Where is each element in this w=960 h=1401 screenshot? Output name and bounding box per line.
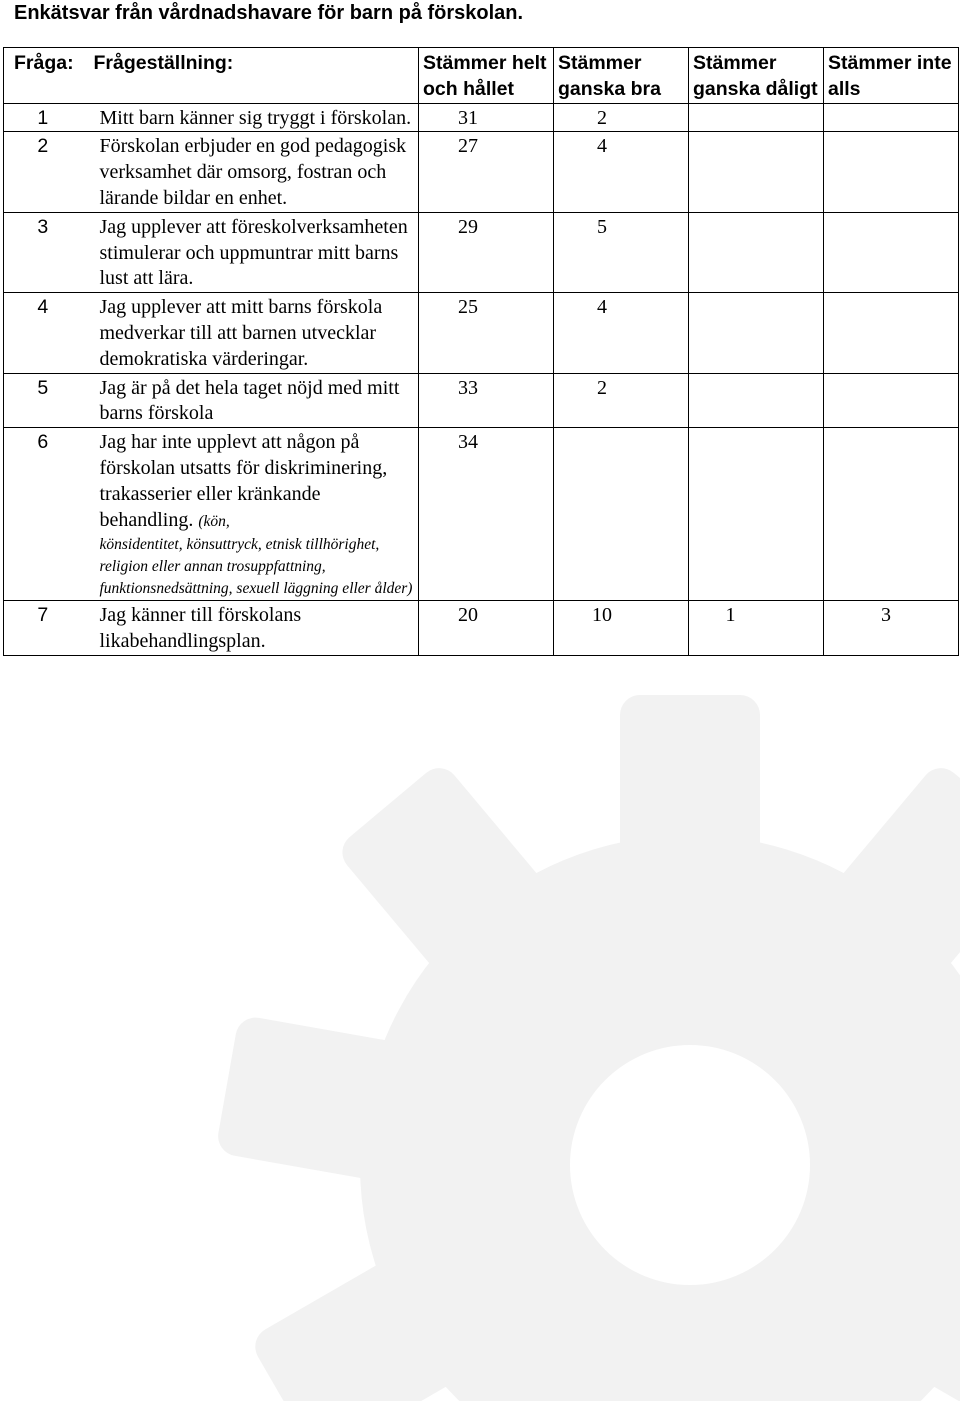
survey-results-table <box>3 47 959 656</box>
count-disagree-fairly <box>689 293 824 373</box>
header-disagree-fully: Stämmer inte alls <box>824 48 959 104</box>
count-agree-fairly: 5 <box>554 212 689 292</box>
row-question: Jag känner till förskolans likabehandlingsplan. <box>90 601 419 656</box>
count-disagree-fully <box>824 293 959 373</box>
row-question: Jag upplever att föreskolverksamheten stimulerar och uppmuntrar mitt barns lust att lära. <box>90 212 419 292</box>
count-disagree-fairly <box>689 373 824 428</box>
table-row <box>4 373 959 428</box>
table-row <box>4 103 959 132</box>
count-agree-fully: 25 <box>419 293 554 373</box>
count-disagree-fairly <box>689 212 824 292</box>
count-agree-fully: 31 <box>419 103 554 132</box>
table-row <box>4 293 959 373</box>
row-question: Jag upplever att mitt barns förskola medverkar till att barnen utvecklar demokratiska värderingar. <box>90 293 419 373</box>
header-disagree-fairly: Stämmer ganska dåligt <box>689 48 824 104</box>
table-row <box>4 132 959 212</box>
row-number: 3 <box>4 212 90 292</box>
row-question: Jag är på det hela taget nöjd med mitt barns förskola <box>90 373 419 428</box>
row-question: Förskolan erbjuder en god pedagogisk verksamhet där omsorg, fostran och lärande bildar en enhet. <box>90 132 419 212</box>
row-number: 2 <box>4 132 90 212</box>
row-number: 4 <box>4 293 90 373</box>
count-disagree-fairly: 1 <box>689 601 824 656</box>
row-question: Jag har inte upplevt att någon på förskolan utsatts för diskriminering, trakasserier eller kränkande behandling. <box>99 431 388 531</box>
table-row <box>4 601 959 656</box>
count-agree-fairly: 4 <box>554 293 689 373</box>
count-agree-fairly <box>554 428 689 601</box>
row-question: Mitt barn känner sig tryggt i förskolan. <box>90 103 419 132</box>
table-row <box>4 428 959 601</box>
table-row <box>4 212 959 292</box>
header-agree-fairly: Stämmer ganska bra <box>554 48 689 104</box>
count-agree-fairly: 4 <box>554 132 689 212</box>
question-note-start: (kön, <box>198 512 230 530</box>
count-agree-fairly: 2 <box>554 103 689 132</box>
count-disagree-fairly <box>689 103 824 132</box>
count-agree-fully: 27 <box>419 132 554 212</box>
page-title: Enkätsvar från vårdnadshavare för barn på förskolan. <box>14 2 524 24</box>
count-disagree-fully <box>824 103 959 132</box>
row-question-with-note <box>90 428 419 601</box>
count-agree-fully: 29 <box>419 212 554 292</box>
header-question-text: Frågeställning: <box>90 48 419 104</box>
count-disagree-fully <box>824 212 959 292</box>
header-question-number: Fråga: <box>4 48 90 104</box>
count-disagree-fairly <box>689 132 824 212</box>
count-disagree-fully <box>824 428 959 601</box>
question-note: könsidentitet, könsuttryck, etnisk tillhörighet, religion eller annan trosuppfattning, funktionsnedsättning, sexuell läggning eller ålder) <box>99 536 413 598</box>
count-agree-fully: 34 <box>419 428 554 601</box>
row-number: 5 <box>4 373 90 428</box>
count-agree-fully: 33 <box>419 373 554 428</box>
header-agree-fully: Stämmer helt och hållet <box>419 48 554 104</box>
count-agree-fairly: 10 <box>554 601 689 656</box>
row-number: 6 <box>4 428 90 601</box>
count-disagree-fully <box>824 373 959 428</box>
count-agree-fairly: 2 <box>554 373 689 428</box>
count-disagree-fairly <box>689 428 824 601</box>
count-disagree-fully: 3 <box>824 601 959 656</box>
count-disagree-fully <box>824 132 959 212</box>
count-agree-fully: 20 <box>419 601 554 656</box>
row-number: 1 <box>4 103 90 132</box>
row-number: 7 <box>4 601 90 656</box>
table-header-row <box>4 48 959 104</box>
